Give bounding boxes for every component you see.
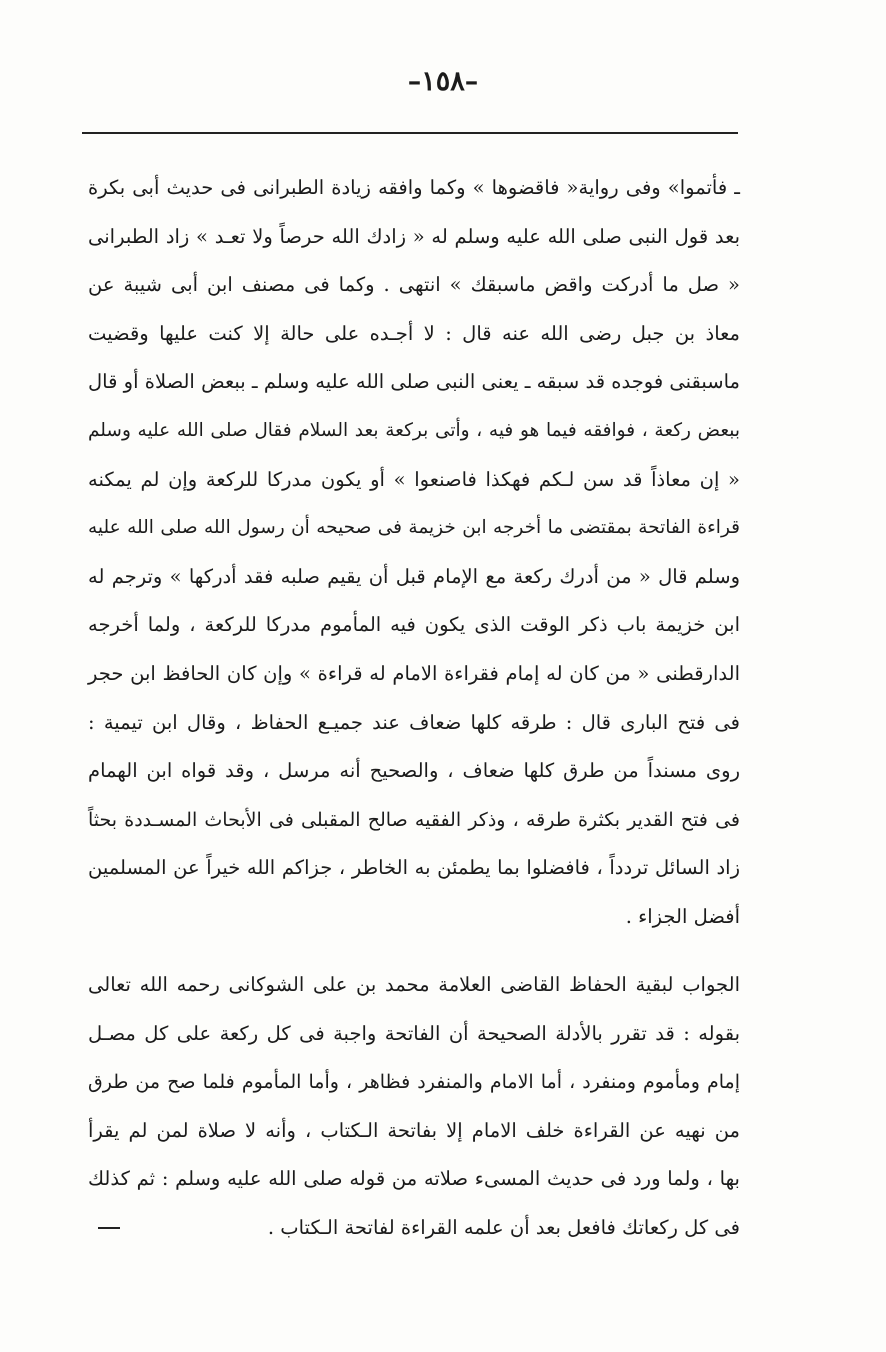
text-line: قراءة الفاتحة بمقتضى ما أخرجه ابن خزيمة فى صحيحه أن رسول الله صلى الله عليه [88, 517, 740, 539]
text-line: الدارقطنى « من كان له إمام فقراءة الامام له قراءة » وإن كان الحافظ ابن حجر [88, 661, 740, 685]
text-line: إمام ومأموم ومنفرد ، أما الامام والمنفرد فظاهر ، وأما المأموم فلما صح من طرق [88, 1071, 740, 1094]
continuation-dash [98, 1227, 120, 1229]
text-line: ببعض ركعة ، فوافقه فيما هو فيه ، وأتى بركعة بعد السلام فقال صلى الله عليه وسلم [88, 419, 740, 441]
header-rule [82, 132, 738, 134]
text-line: روى مسنداً من طرق كلها ضعاف ، والصحيح أنه مرسل ، وقد قواه ابن الهمام [88, 759, 740, 783]
paragraph-2 [88, 961, 740, 1253]
text-line: الجواب لبقية الحفاظ القاضى العلامة محمد بن على الشوكانى رحمه الله تعالى [88, 973, 740, 996]
text-line: ـ فأتموا» وفى رواية« فاقضوها » وكما وافقه زيادة الطبرانى فى حديث أبى بكرة [88, 176, 740, 199]
text-line: فى فتح البارى قال : طرقه كلها ضعاف عند جميـع الحفاظ ، وقال ابن تيمية : [88, 710, 740, 734]
text-line: زاد السائل تردداً ، فافضلوا بما يطمئن به الخاطر ، جزاكم الله خيراً عن المسلمين [88, 856, 740, 880]
text-line: معاذ بن جبل رضى الله عنه قال : لا أجـده على حالة إلا كنت عليها وقضيت [88, 321, 740, 345]
text-line: بعد قول النبى صلى الله عليه وسلم له « زادك الله حرصاً ولا تعـد » زاد الطبرانى [88, 224, 740, 248]
text-line: بها ، ولما ورد فى حديث المسىء صلاته من قوله صلى الله عليه وسلم : ثم كذلك [88, 1167, 740, 1191]
text-line: من نهيه عن القراءة خلف الامام إلا بفاتحة الـكتاب ، وأنه لا صلاة لمن لم يقرأ [88, 1118, 740, 1142]
text-line: « إن معاذاً قد سن لـكم فهكذا فاصنعوا » أو يكون مدركا للركعة وإن لم يمكنه [88, 467, 740, 491]
paragraph-1 [88, 164, 740, 942]
text-line: أفضل الجزاء . [625, 904, 740, 928]
text-line: « صل ما أدركت واقض ماسبقك » انتهى . وكما فى مصنف ابن أبى شيبة عن [88, 273, 740, 297]
text-line: وسلم قال « من أدرك ركعة مع الإمام قبل أن يقيم صلبه فقد أدركها » وترجم له [88, 564, 740, 588]
text-line: فى فتح القدير بكثرة طرقه ، وذكر الفقيه صالح المقبلى فى الأبحاث المسـددة بحثاً [88, 808, 740, 831]
text-line: ابن خزيمة باب ذكر الوقت الذى يكون فيه المأموم مدركا للركعة ، ولما أخرجه [88, 613, 740, 637]
text-line: فى كل ركعاتك فافعل بعد أن علمه القراءة لفاتحة الـكتاب . [267, 1215, 740, 1239]
page-number: –١٥٨– [407, 66, 479, 97]
text-line: بقوله : قد تقرر بالأدلة الصحيحة أن الفاتحة واجبة فى كل ركعة على كل مصـل [88, 1021, 740, 1045]
text-line: ماسبقنى فوجده قد سبقه ـ يعنى النبى صلى الله عليه وسلم ـ ببعض الصلاة أو قال [88, 370, 740, 394]
